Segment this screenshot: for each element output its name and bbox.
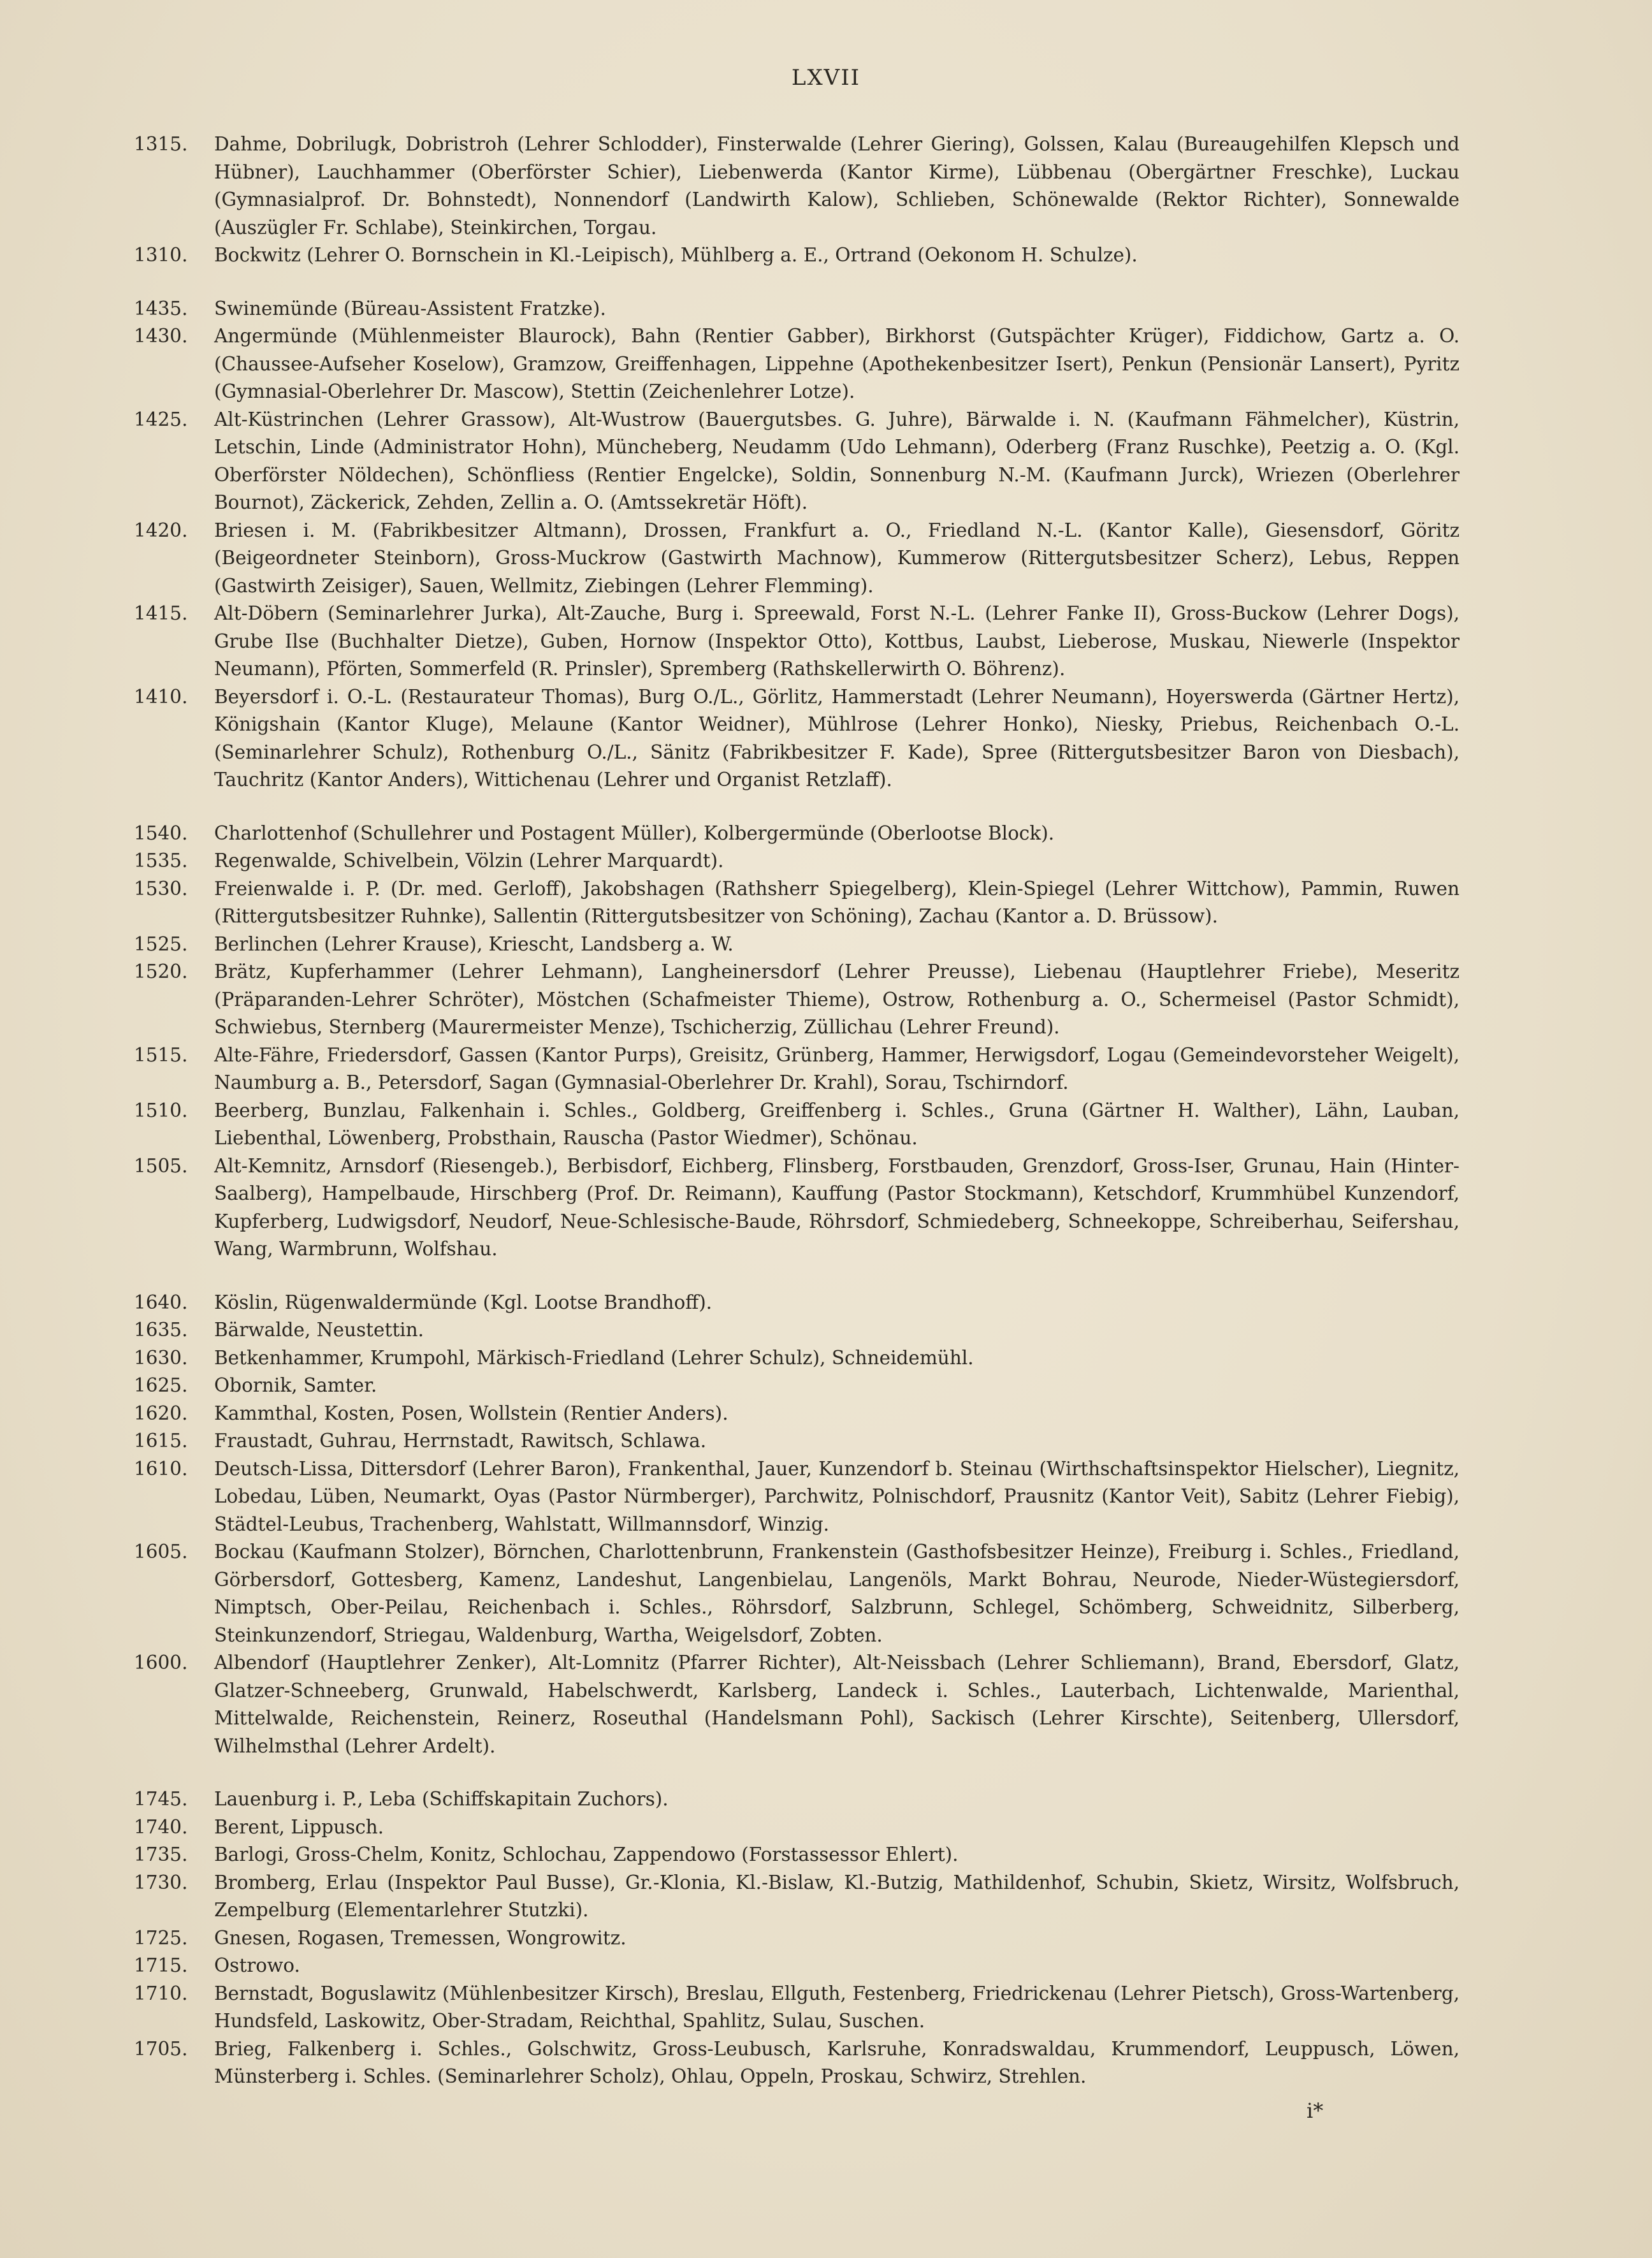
signature-mark: i* bbox=[1307, 2099, 1324, 2123]
entry-text: Dahme, Dobrilugk, Dobristroh (Lehrer Schlodder), Finsterwalde (Lehrer Giering), Golssen, Kalau (Bureaugehilfen Klepsch und Hübner), Lauchhammer (Oberförster Schier), Liebenwerda (Kantor Kirme), Lübbenau (Obergärtner Freschke), Luckau (Gymnasialprof. Dr. Bohnstedt), Nonnendorf (Landwirth Kalow), Schlieben, Schönewalde (Rektor Richter), Sonnewalde (Auszügler Fr. Schlabe), Steinkirchen, Torgau. bbox=[214, 133, 1460, 238]
list-entry bbox=[134, 1042, 1460, 1097]
entry-number: 1640. bbox=[134, 1291, 188, 1313]
entry-text: Bockwitz (Lehrer O. Bornschein in Kl.-Leipisch), Mühlberg a. E., Ortrand (Oekonom H. Schulze). bbox=[214, 244, 1138, 266]
entry-number: 1620. bbox=[134, 1402, 188, 1424]
entry-number: 1630. bbox=[134, 1346, 188, 1369]
entry-text: Beerberg, Bunzlau, Falkenhain i. Schles., Goldberg, Greiffenberg i. Schles., Gruna (Gärtner H. Walther), Lähn, Lauban, Liebenthal, Löwenberg, Probsthain, Rauscha (Pastor Wiedmer), Schönau. bbox=[214, 1099, 1460, 1149]
entry-group bbox=[134, 131, 1460, 270]
list-entry bbox=[134, 600, 1460, 683]
entry-text: Berlinchen (Lehrer Krause), Kriescht, Landsberg a. W. bbox=[214, 933, 734, 955]
entry-number: 1740. bbox=[134, 1816, 188, 1838]
entry-text: Lauenburg i. P., Leba (Schiffskapitain Zuchors). bbox=[214, 1788, 669, 1810]
entry-number: 1435. bbox=[134, 297, 188, 319]
entry-text: Swinemünde (Büreau-Assistent Fratzke). bbox=[214, 297, 606, 319]
entry-text: Brätz, Kupferhammer (Lehrer Lehmann), Langheinersdorf (Lehrer Preusse), Liebenau (Hauptlehrer Friebe), Meseritz (Präparanden-Lehrer Schröter), Möstchen (Schafmeister Thieme), Ostrow, Rothenburg a. O., Schermeisel (Pastor Schmidt), Schwiebus, Sternberg (Maurermeister Menze), Tschicherzig, Züllichau (Lehrer Freund). bbox=[214, 961, 1460, 1038]
entry-number: 1425. bbox=[134, 408, 188, 430]
list-entry bbox=[134, 2036, 1460, 2091]
list-entry bbox=[134, 1372, 1460, 1400]
list-entry bbox=[134, 1344, 1460, 1373]
list-entry bbox=[134, 242, 1460, 270]
entry-text: Kammthal, Kosten, Posen, Wollstein (Rentier Anders). bbox=[214, 1402, 728, 1424]
list-entry bbox=[134, 1980, 1460, 2036]
list-entry bbox=[134, 1786, 1460, 1814]
entry-text: Beyersdorf i. O.-L. (Restaurateur Thomas), Burg O./L., Görlitz, Hammerstadt (Lehrer Neumann), Hoyerswerda (Gärtner Hertz), Königshain (Kantor Kluge), Melaune (Kantor Weidner), Mühlrose (Lehrer Honko), Niesky, Priebus, Reichenbach O.-L. (Seminarlehrer Schulz), Rothenburg O./L., Sänitz (Fabrikbesitzer F. Kade), Spree (Rittergutsbesitzer Baron von Diesbach), Tauchritz (Kantor Anders), Wittichenau (Lehrer und Organist Retzlaff). bbox=[214, 685, 1460, 790]
entry-text: Albendorf (Hauptlehrer Zenker), Alt-Lomnitz (Pfarrer Richter), Alt-Neissbach (Lehrer Schliemann), Brand, Ebersdorf, Glatz, Glatzer-Schneeberg, Grunwald, Habelschwerdt, Karlsberg, Landeck i. Schles., Lauterbach, Lichtenwalde, Marienthal, Mittelwalde, Reichenstein, Reinerz, Roseuthal (Handelsmann Pohl), Sackisch (Lehrer Kirschte), Seitenberg, Ullersdorf, Wilhelmsthal (Lehrer Ardelt). bbox=[214, 1652, 1460, 1757]
list-entry bbox=[134, 406, 1460, 517]
entry-number: 1415. bbox=[134, 602, 188, 624]
entry-text: Regenwalde, Schivelbein, Völzin (Lehrer Marquardt). bbox=[214, 850, 724, 871]
entry-number: 1530. bbox=[134, 877, 188, 900]
entry-number: 1600. bbox=[134, 1652, 188, 1673]
entry-group bbox=[134, 1786, 1460, 2091]
list-entry bbox=[134, 295, 1460, 323]
list-entry bbox=[134, 1455, 1460, 1539]
list-entry bbox=[134, 323, 1460, 406]
entry-number: 1525. bbox=[134, 933, 188, 955]
entry-text: Deutsch-Lissa, Dittersdorf (Lehrer Baron), Frankenthal, Jauer, Kunzendorf b. Steinau (Wirthschaftsinspektor Hielscher), Liegnitz, Lobedau, Lüben, Neumarkt, Oyas (Pastor Nürmberger), Parchwitz, Polnischdorf, Prausnitz (Kantor Veit), Sabitz (Lehrer Fiebig), Städtel-Leubus, Trachenberg, Wahlstatt, Willmannsdorf, Winzig. bbox=[214, 1457, 1460, 1535]
entry-number: 1505. bbox=[134, 1154, 188, 1177]
list-entry bbox=[134, 1841, 1460, 1869]
entry-number: 1615. bbox=[134, 1430, 188, 1452]
entry-number: 1735. bbox=[134, 1844, 188, 1865]
page-number: LXVII bbox=[791, 65, 861, 91]
entry-text: Charlottenhof (Schullehrer und Postagent Müller), Kolbergermünde (Oberlootse Block). bbox=[214, 822, 1055, 844]
entry-number: 1710. bbox=[134, 1982, 188, 2004]
entry-text: Bernstadt, Boguslawitz (Mühlenbesitzer Kirsch), Breslau, Ellguth, Festenberg, Friedrickenau (Lehrer Pietsch), Gross-Wartenberg, Hundsfeld, Laskowitz, Ober-Stradam, Reichthal, Spahlitz, Sulau, Suschen. bbox=[214, 1982, 1460, 2032]
entry-number: 1535. bbox=[134, 850, 188, 871]
station-list bbox=[134, 131, 1460, 2116]
entry-number: 1730. bbox=[134, 1871, 188, 1893]
entry-number: 1310. bbox=[134, 244, 188, 266]
list-entry bbox=[134, 931, 1460, 959]
list-entry bbox=[134, 958, 1460, 1042]
entry-text: Barlogi, Gross-Chelm, Konitz, Schlochau, Zappendowo (Forstassessor Ehlert). bbox=[214, 1844, 959, 1865]
entry-number: 1315. bbox=[134, 133, 188, 155]
list-entry bbox=[134, 1097, 1460, 1153]
entry-text: Brieg, Falkenberg i. Schles., Golschwitz, Gross-Leubusch, Karlsruhe, Konradswaldau, Krummendorf, Leuppusch, Löwen, Münsterberg i. Schles. (Seminarlehrer Scholz), Ohlau, Oppeln, Proskau, Schwirz, Strehlen. bbox=[214, 2037, 1460, 2087]
list-entry bbox=[134, 820, 1460, 848]
entry-text: Angermünde (Mühlenmeister Blaurock), Bahn (Rentier Gabber), Birkhorst (Gutspächter Krüger), Fiddichow, Gartz a. O. (Chaussee-Aufseher Koselow), Gramzow, Greiffenhagen, Lippehne (Apothekenbesitzer Isert), Penkun (Pensionär Lansert), Pyritz (Gymnasial-Oberlehrer Dr. Mascow), Stettin (Zeichenlehrer Lotze). bbox=[214, 325, 1460, 402]
entry-number: 1725. bbox=[134, 1927, 188, 1949]
entry-number: 1540. bbox=[134, 822, 188, 844]
entry-number: 1625. bbox=[134, 1374, 188, 1396]
list-entry bbox=[134, 1400, 1460, 1428]
list-entry bbox=[134, 517, 1460, 601]
entry-text: Bockau (Kaufmann Stolzer), Börnchen, Charlottenbrunn, Frankenstein (Gasthofsbesitzer Heinze), Freiburg i. Schles., Friedland, Görbersdorf, Gottesberg, Kamenz, Landeshut, Langenbielau, Langenöls, Markt Bohrau, Neurode, Nieder-Wüstegiersdorf, Nimptsch, Ober-Peilau, Reichenbach i. Schles., Röhrsdorf, Salzbrunn, Schlegel, Schömberg, Schweidnitz, Silberberg, Steinkunzendorf, Striegau, Waldenburg, Wartha, Weigelsdorf, Zobten. bbox=[214, 1541, 1460, 1646]
entry-text: Köslin, Rügenwaldermünde (Kgl. Lootse Brandhoff). bbox=[214, 1291, 713, 1313]
entry-number: 1635. bbox=[134, 1319, 188, 1341]
entry-text: Briesen i. M. (Fabrikbesitzer Altmann), Drossen, Frankfurt a. O., Friedland N.-L. (Kantor Kalle), Giesensdorf, Göritz (Beigeordneter Steinborn), Gross-Muckrow (Gastwirth Machnow), Kummerow (Rittergutsbesitzer Scherz), Lebus, Reppen (Gastwirth Zeisiger), Sauen, Wellmitz, Ziebingen (Lehrer Flemming). bbox=[214, 519, 1460, 597]
entry-number: 1520. bbox=[134, 961, 188, 982]
list-entry bbox=[134, 1869, 1460, 1925]
list-entry bbox=[134, 1925, 1460, 1953]
entry-text: Berent, Lippusch. bbox=[214, 1816, 384, 1838]
list-entry bbox=[134, 1649, 1460, 1760]
list-entry bbox=[134, 1427, 1460, 1455]
entry-text: Fraustadt, Guhrau, Herrnstadt, Rawitsch, Schlawa. bbox=[214, 1430, 707, 1452]
list-entry bbox=[134, 1153, 1460, 1264]
entry-text: Ostrowo. bbox=[214, 1955, 300, 1976]
entry-text: Bärwalde, Neustettin. bbox=[214, 1319, 424, 1341]
entry-number: 1605. bbox=[134, 1541, 188, 1562]
entry-text: Gnesen, Rogasen, Tremessen, Wongrowitz. bbox=[214, 1927, 627, 1949]
list-entry bbox=[134, 131, 1460, 242]
entry-group bbox=[134, 1289, 1460, 1761]
entry-number: 1705. bbox=[134, 2037, 188, 2060]
entry-number: 1420. bbox=[134, 519, 188, 541]
entry-text: Alt-Küstrinchen (Lehrer Grassow), Alt-Wustrow (Bauergutsbes. G. Juhre), Bärwalde i. N. (Kaufmann Fähmelcher), Küstrin, Letschin, Linde (Administrator Hohn), Müncheberg, Neudamm (Udo Lehmann), Oderberg (Franz Ruschke), Peetzig a. O. (Kgl. Oberförster Nöldechen), Schönfliess (Rentier Engelcke), Soldin, Sonnenburg N.-M. (Kaufmann Jurck), Wriezen (Oberlehrer Bournot), Zäckerick, Zehden, Zellin a. O. (Amtssekretär Höft). bbox=[214, 408, 1460, 513]
entry-text: Alt-Kemnitz, Arnsdorf (Riesengeb.), Berbisdorf, Eichberg, Flinsberg, Forstbauden, Grenzdorf, Gross-Iser, Grunau, Hain (Hinter-Saalberg), Hampelbaude, Hirschberg (Prof. Dr. Reimann), Kauffung (Pastor Stockmann), Ketschdorf, Krummhübel Kunzendorf, Kupferberg, Ludwigsdorf, Neudorf, Neue-Schlesische-Baude, Röhrsdorf, Schmiedeberg, Schneekoppe, Schreiberhau, Seifershau, Wang, Warmbrunn, Wolfshau. bbox=[214, 1154, 1460, 1260]
entry-number: 1410. bbox=[134, 685, 188, 708]
entry-text: Freienwalde i. P. (Dr. med. Gerloff), Jakobshagen (Rathsherr Spiegelberg), Klein-Spiegel (Lehrer Wittchow), Pammin, Ruwen (Rittergutsbesitzer Ruhnke), Sallentin (Rittergutsbesitzer von Schöning), Zachau (Kantor a. D. Brüssow). bbox=[214, 877, 1460, 927]
list-entry bbox=[134, 683, 1460, 794]
list-entry bbox=[134, 1814, 1460, 1842]
entry-number: 1715. bbox=[134, 1955, 188, 1976]
list-entry bbox=[134, 847, 1460, 875]
list-entry bbox=[134, 1316, 1460, 1344]
list-entry bbox=[134, 1538, 1460, 1649]
entry-number: 1430. bbox=[134, 325, 188, 347]
entry-number: 1515. bbox=[134, 1044, 188, 1066]
entry-text: Alt-Döbern (Seminarlehrer Jurka), Alt-Zauche, Burg i. Spreewald, Forst N.-L. (Lehrer Fanke II), Gross-Buckow (Lehrer Dogs), Grube Ilse (Buchhalter Dietze), Guben, Hornow (Inspektor Otto), Kottbus, Laubst, Lieberose, Muskau, Niewerle (Inspektor Neumann), Pförten, Sommerfeld (R. Prinsler), Spremberg (Rathskellerwirth O. Böhrenz). bbox=[214, 602, 1460, 680]
entry-group bbox=[134, 820, 1460, 1264]
entry-number: 1510. bbox=[134, 1099, 188, 1121]
entry-number: 1745. bbox=[134, 1788, 188, 1810]
list-entry bbox=[134, 875, 1460, 931]
entry-text: Betkenhammer, Krumpohl, Märkisch-Friedland (Lehrer Schulz), Schneidemühl. bbox=[214, 1346, 974, 1369]
entry-text: Bromberg, Erlau (Inspektor Paul Busse), Gr.-Klonia, Kl.-Bislaw, Kl.-Butzig, Mathildenhof, Schubin, Skietz, Wirsitz, Wolfsbruch, Zempelburg (Elementarlehrer Stutzki). bbox=[214, 1871, 1460, 1921]
list-entry bbox=[134, 1289, 1460, 1317]
entry-text: Obornik, Samter. bbox=[214, 1374, 377, 1396]
entry-group bbox=[134, 295, 1460, 794]
entry-text: Alte-Fähre, Friedersdorf, Gassen (Kantor Purps), Greisitz, Grünberg, Hammer, Herwigsdorf, Logau (Gemeindevorsteher Weigelt), Naumburg a. B., Petersdorf, Sagan (Gymnasial-Oberlehrer Dr. Krahl), Sorau, Tschirndorf. bbox=[214, 1044, 1460, 1093]
entry-number: 1610. bbox=[134, 1457, 188, 1480]
list-entry bbox=[134, 1952, 1460, 1980]
